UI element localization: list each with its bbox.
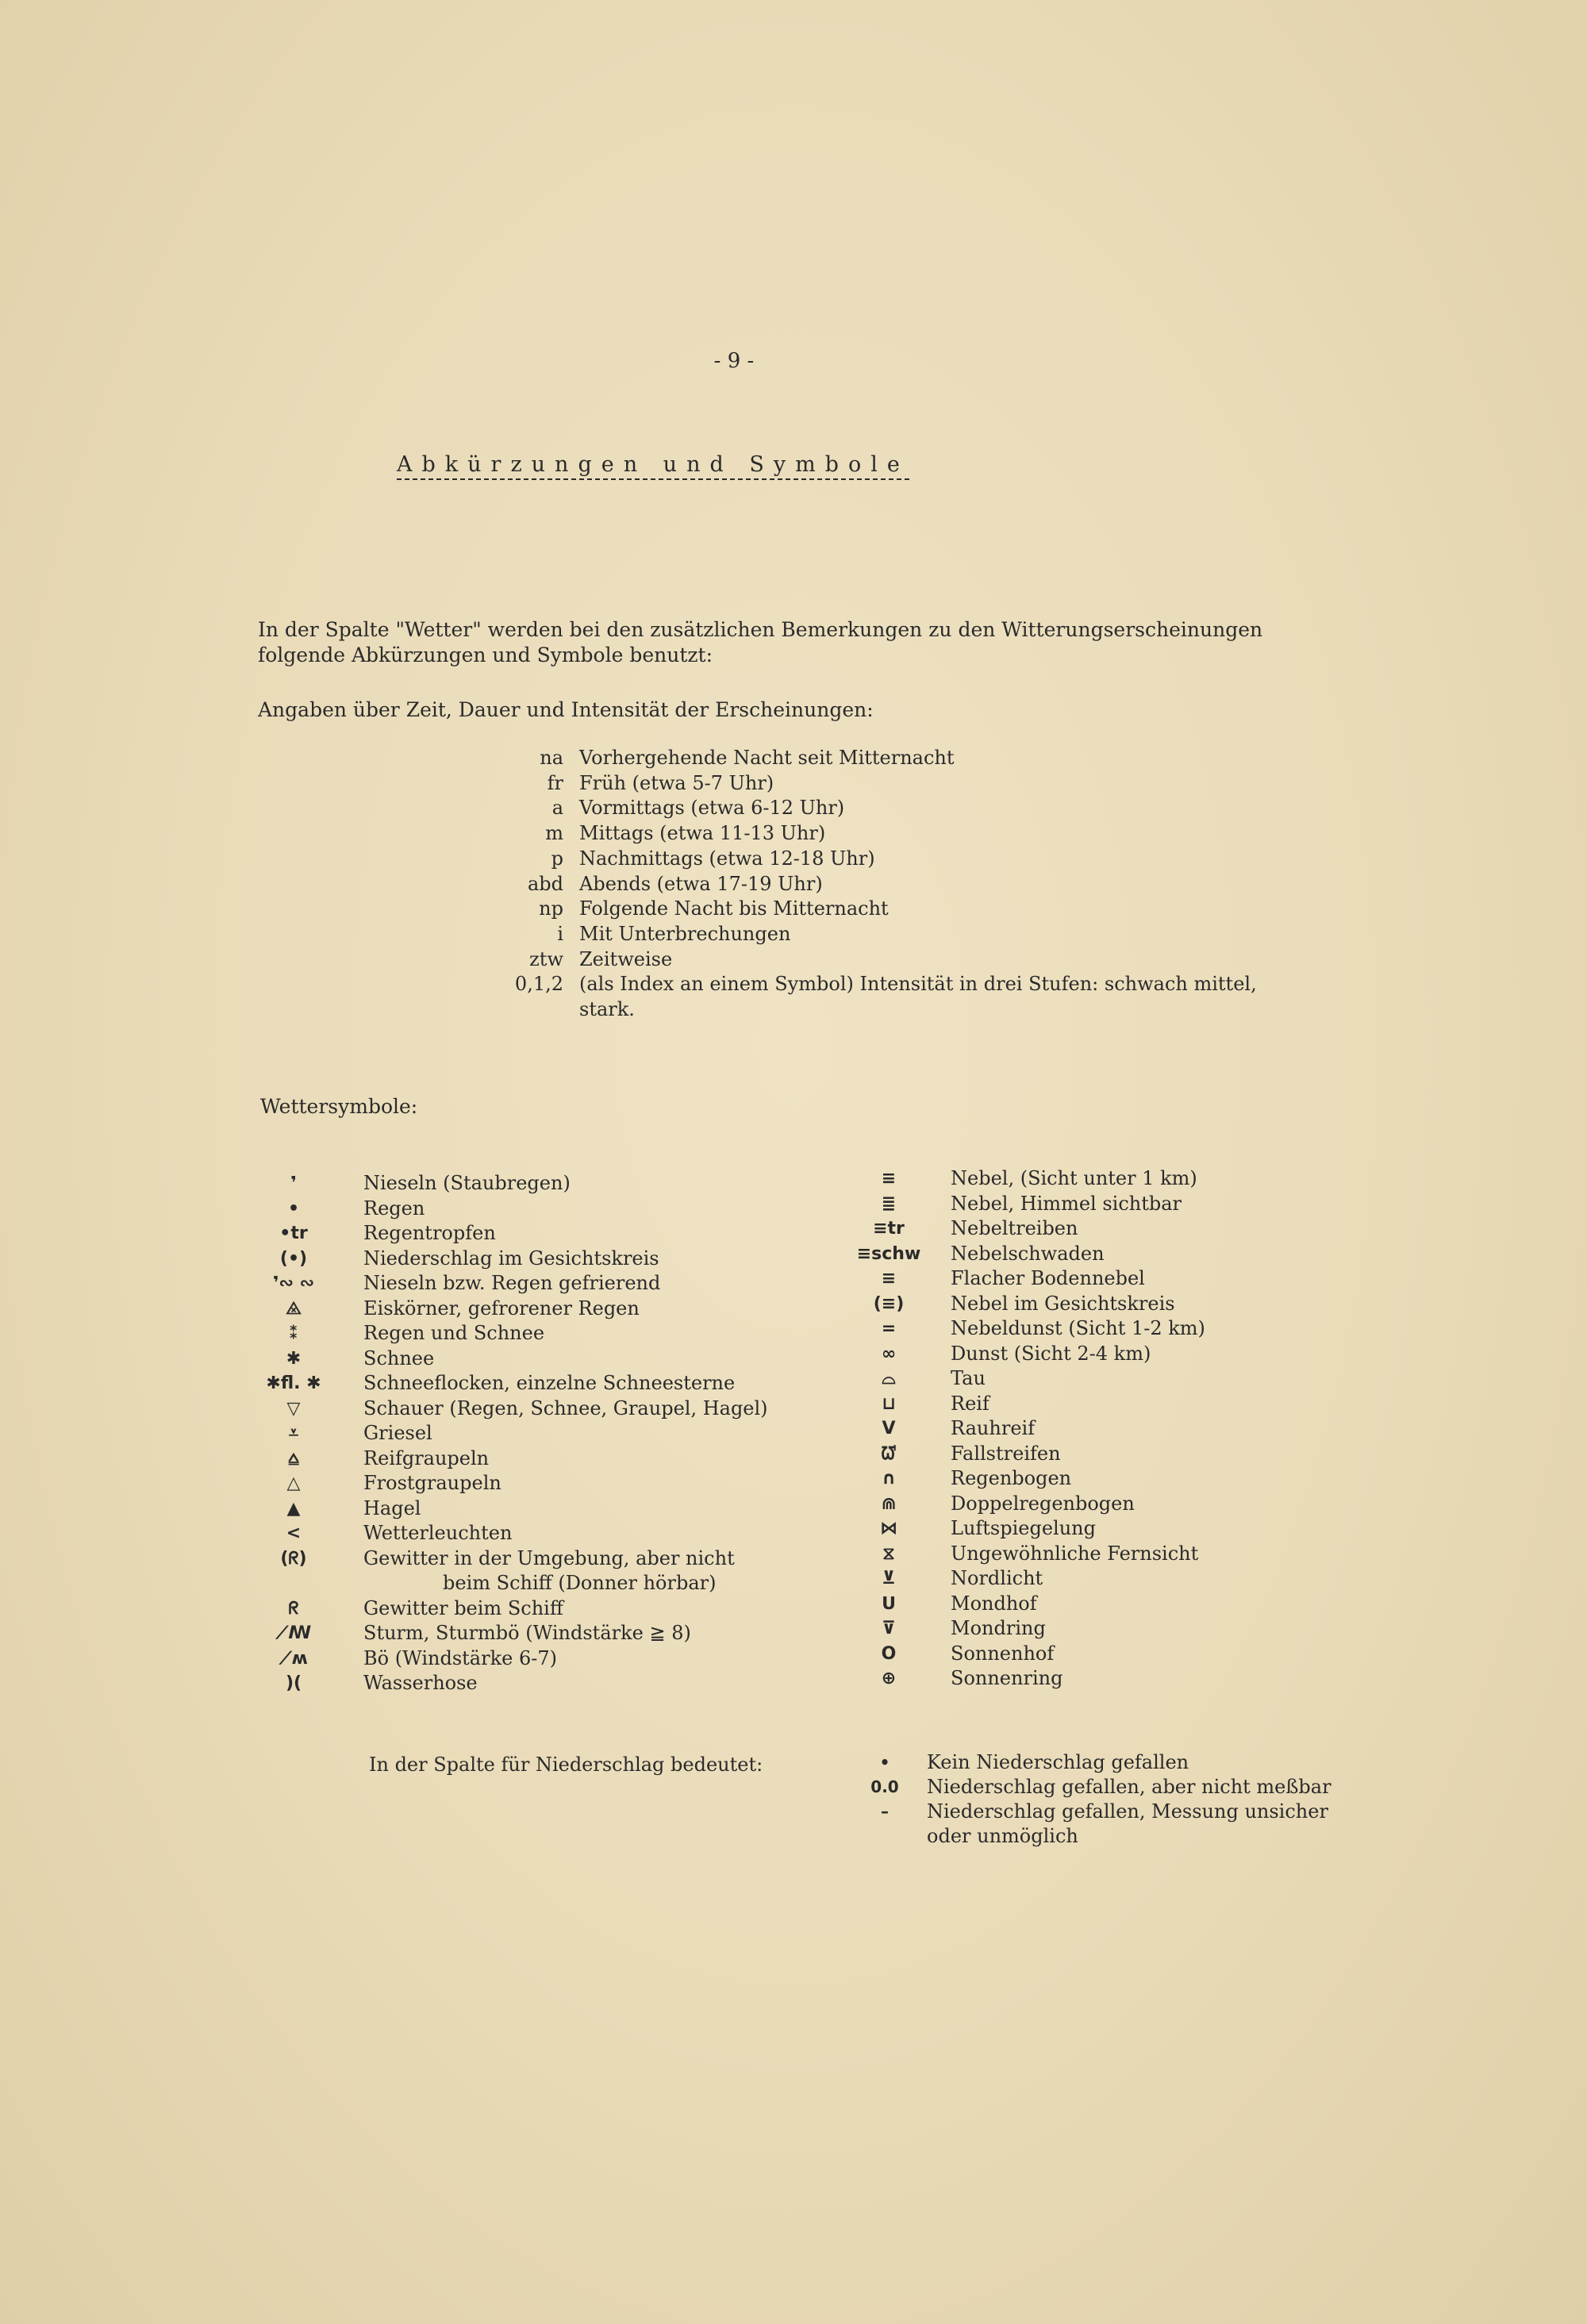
abbreviation-code: np: [539, 897, 563, 920]
symbol-desc: Luftspiegelung: [951, 1517, 1096, 1539]
abbreviation-code: ztw: [529, 947, 563, 970]
symbol-desc: Bö (Windstärke 6-7): [363, 1646, 557, 1669]
weather-symbol-icon: ✱fl. ✱: [266, 1373, 321, 1393]
symbol-desc: Regen und Schnee: [363, 1322, 545, 1344]
abbreviation-desc: Abends (etwa 17-19 Uhr): [579, 872, 823, 895]
symbol-desc: Dunst (Sicht 2-4 km): [951, 1342, 1151, 1365]
symbol-row-continuation: [238, 1571, 768, 1596]
weather-symbol-icon: ⧖: [882, 1543, 895, 1564]
symbol-row: [841, 1666, 1205, 1692]
symbol-desc: Nordlicht: [951, 1567, 1043, 1589]
symbol-desc: Mondhof: [951, 1592, 1037, 1615]
symbol-row: [841, 1192, 1205, 1217]
symbol-row: [841, 1492, 1205, 1517]
weather-symbol-icon: ⩡: [288, 1423, 299, 1443]
symbol-row: [238, 1396, 768, 1422]
abbreviation-desc: Mittags (etwa 11-13 Uhr): [579, 822, 826, 845]
symbol-desc: Schauer (Regen, Schnee, Graupel, Hagel): [363, 1396, 768, 1419]
symbol-row: [841, 1642, 1205, 1667]
symbol-row: [841, 1392, 1205, 1417]
weather-symbol-icon: <: [286, 1523, 302, 1543]
abbreviation-desc: Nachmittags (etwa 12-18 Uhr): [579, 847, 875, 870]
weather-symbol-icon: ᖇ: [288, 1598, 299, 1619]
abbreviation-row: [444, 847, 1262, 872]
symbol-desc: Nebel, (Sicht unter 1 km): [951, 1167, 1197, 1189]
symbol-row: [841, 1216, 1205, 1242]
abbreviation-code: a: [551, 797, 563, 820]
abbreviation-list: [444, 746, 1262, 1023]
precip-desc: Niederschlag gefallen, aber nicht meßbar: [927, 1776, 1331, 1798]
weather-symbol-icon: ≡schw: [856, 1243, 921, 1264]
symbol-desc: Schnee: [363, 1346, 435, 1369]
abbreviation-code: m: [545, 822, 563, 845]
symbol-row: [841, 1466, 1205, 1492]
symbol-desc: Gewitter in der Umgebung, aber nicht: [363, 1546, 735, 1569]
abbreviation-row: [444, 947, 1262, 973]
weather-symbol-icon: ≣: [881, 1193, 897, 1214]
symbol-row: [841, 1592, 1205, 1617]
weather-symbol-icon: ✱: [286, 1348, 302, 1369]
symbol-desc: Griesel: [363, 1422, 432, 1444]
abbreviation-row: [444, 746, 1262, 771]
weather-symbol-icon: ∩: [882, 1469, 896, 1489]
symbol-desc: Hagel: [363, 1496, 421, 1519]
abbreviation-code: abd: [527, 872, 563, 895]
weather-symbol-icon: ≡: [881, 1169, 897, 1189]
symbol-desc: Nebel im Gesichtskreis: [951, 1292, 1175, 1315]
symbol-row: [238, 1471, 768, 1496]
abbreviation-row: [444, 796, 1262, 821]
symbol-desc: Tau: [951, 1367, 986, 1389]
abbreviation-row: [444, 821, 1262, 847]
symbol-desc: Reif: [951, 1392, 989, 1415]
symbol-row: [841, 1516, 1205, 1542]
abbreviation-row: [444, 771, 1262, 797]
symbol-desc: Nieseln (Staubregen): [363, 1172, 571, 1194]
symbol-desc: Doppelregenbogen: [951, 1492, 1135, 1515]
symbol-desc: Regenbogen: [951, 1467, 1072, 1489]
abbreviation-row: [444, 972, 1262, 1022]
symbol-row: [238, 1296, 768, 1322]
weather-symbol-icon: ⟋ꟿ: [275, 1623, 312, 1643]
symbol-desc: Sonnenhof: [951, 1642, 1055, 1665]
weather-symbol-icon: ▲: [286, 1498, 301, 1519]
weather-symbol-icon: △: [286, 1473, 301, 1493]
symbol-row: [238, 1247, 768, 1272]
precip-desc: Niederschlag gefallen, Messung unsicher oder unmöglich: [927, 1800, 1328, 1847]
precip-label: In der Spalte für Niederschlag bedeutet:: [369, 1754, 763, 1776]
symbol-desc: Nebeldunst (Sicht 1-2 km): [951, 1317, 1205, 1339]
abbreviation-desc: Früh (etwa 5-7 Uhr): [579, 771, 774, 794]
abbreviation-code: p: [551, 847, 563, 870]
symbol-row: [238, 1271, 768, 1296]
symbol-desc: Schneeflocken, einzelne Schneesterne: [363, 1372, 736, 1394]
weather-symbol-icon: ⁑: [289, 1323, 298, 1343]
weather-symbol-icon: ⊔: [882, 1393, 896, 1414]
abbreviation-row: [444, 872, 1262, 897]
symbol-row: [841, 1342, 1205, 1367]
symbol-row: [841, 1242, 1205, 1267]
precip-row: [857, 1775, 1339, 1800]
weather-symbol-icon: )(: [285, 1673, 302, 1693]
symbol-list-right: [841, 1166, 1205, 1692]
weather-symbol-icon: ⟋ʍ: [279, 1648, 308, 1669]
symbol-desc: Flacher Bodennebel: [951, 1267, 1145, 1289]
precip-list: [857, 1750, 1339, 1849]
symbol-desc: Ungewöhnliche Fernsicht: [951, 1542, 1199, 1565]
weather-symbol-icon: ▽: [286, 1398, 301, 1419]
symbol-desc: Mondring: [951, 1617, 1046, 1639]
symbol-list-left: [238, 1171, 768, 1696]
weather-symbol-icon: ❜∾ ∾: [272, 1273, 315, 1293]
weather-symbol-icon: (ᖇ): [280, 1548, 307, 1569]
symbol-desc: Regen: [363, 1197, 425, 1220]
abbreviation-code: na: [540, 747, 563, 769]
precip-desc: Kein Niederschlag gefallen: [927, 1751, 1189, 1773]
symbol-desc: Niederschlag im Gesichtskreis: [363, 1247, 659, 1270]
weather-symbol-icon: ⊻: [882, 1569, 896, 1588]
symbol-desc: Nebelschwaden: [951, 1242, 1105, 1265]
symbol-desc: Fallstreifen: [951, 1442, 1061, 1465]
weather-symbol-icon: O: [881, 1643, 897, 1664]
weather-symbol-icon: ᘺ: [881, 1443, 897, 1464]
symbol-desc: Frostgraupeln: [363, 1472, 501, 1494]
page-title: Abkürzungen und Symbole: [397, 452, 909, 480]
precip-row: [857, 1800, 1339, 1849]
page-number: - 9 -: [713, 349, 755, 373]
symbol-desc: Reifgraupeln: [363, 1446, 490, 1469]
symbol-desc: Wetterleuchten: [363, 1522, 513, 1544]
symbol-desc: Sonnenring: [951, 1667, 1063, 1689]
symbol-row: [841, 1616, 1205, 1642]
symbol-row: [238, 1421, 768, 1446]
symbol-row: [238, 1496, 768, 1522]
symbol-row: [238, 1596, 768, 1622]
symbol-row: [841, 1316, 1205, 1342]
symbol-row: [238, 1621, 768, 1646]
weather-symbol-icon: ≡: [881, 1269, 897, 1289]
symbol-row: [238, 1371, 768, 1396]
symbol-row: [238, 1546, 768, 1572]
abbreviation-desc: Mit Unterbrechungen: [579, 922, 791, 945]
symbol-desc: Gewitter beim Schiff: [363, 1596, 563, 1619]
symbol-desc-continuation: beim Schiff (Donner hörbar): [443, 1572, 717, 1594]
weather-symbol-icon: ⩠: [288, 1448, 299, 1469]
abbreviation-code: i: [557, 922, 563, 945]
abbreviation-code: 0,1,2: [514, 973, 563, 996]
intro-paragraph: In der Spalte "Wetter" werden bei den zusätzlichen Bemerkungen zu den Witterungserscheinungen folgende Abkürzungen und Symbole benutzt:: [258, 618, 1263, 666]
precip-code: –: [881, 1802, 889, 1821]
symbol-row: [841, 1542, 1205, 1567]
abbreviation-desc: Zeitweise: [579, 947, 673, 970]
symbol-desc: Regentropfen: [363, 1222, 496, 1244]
abbreviation-code: fr: [547, 771, 563, 794]
weather-symbol-icon: ⊕: [881, 1669, 897, 1688]
weather-symbols-label: Wettersymbole:: [260, 1095, 418, 1118]
symbol-desc: Sturm, Sturmbö (Windstärke ≧ 8): [363, 1622, 691, 1644]
weather-symbol-icon: ⌓: [882, 1369, 896, 1389]
symbol-row: [841, 1366, 1205, 1392]
symbol-row: [238, 1321, 768, 1346]
symbol-row: [841, 1566, 1205, 1592]
symbol-row: [238, 1521, 768, 1546]
time-heading: Angaben über Zeit, Dauer und Intensität der Erscheinungen:: [258, 698, 874, 721]
weather-symbol-icon: ∞: [881, 1343, 897, 1364]
weather-symbol-icon: ⋒: [881, 1493, 897, 1514]
weather-symbol-icon: ≡tr: [873, 1219, 905, 1239]
symbol-row: [841, 1292, 1205, 1317]
symbol-desc: Wasserhose: [363, 1672, 478, 1694]
symbol-row: [238, 1646, 768, 1672]
precip-row: [857, 1750, 1339, 1775]
precip-code: 0.0: [870, 1777, 899, 1796]
symbol-row: [238, 1197, 768, 1222]
weather-symbol-icon: V: [882, 1419, 896, 1439]
symbol-desc: Rauhreif: [951, 1417, 1036, 1439]
abbreviation-desc: Folgende Nacht bis Mitternacht: [579, 897, 889, 920]
symbol-row: [238, 1221, 768, 1247]
symbol-row: [841, 1416, 1205, 1442]
symbol-row: [841, 1266, 1205, 1292]
abbreviation-row: [444, 922, 1262, 947]
weather-symbol-icon: ꓴ: [882, 1593, 896, 1614]
abbreviation-desc: Vormittags (etwa 6-12 Uhr): [579, 797, 845, 820]
symbol-row: [238, 1171, 768, 1197]
symbol-row: [841, 1166, 1205, 1192]
abbreviation-desc: (als Index an einem Symbol) Intensität in drei Stufen: schwach mittel, stark.: [579, 973, 1257, 1021]
symbol-desc: Nebel, Himmel sichtbar: [951, 1192, 1182, 1215]
weather-symbol-icon: ❜: [290, 1174, 297, 1193]
symbol-desc: Eiskörner, gefrorener Regen: [363, 1296, 640, 1319]
symbol-row: [238, 1446, 768, 1472]
symbol-row: [238, 1346, 768, 1372]
symbol-desc: Nebeltreiben: [951, 1217, 1078, 1239]
abbreviation-row: [444, 897, 1262, 922]
precip-code: •: [879, 1753, 890, 1772]
weather-symbol-icon: =: [881, 1319, 897, 1339]
symbol-row: [841, 1442, 1205, 1467]
weather-symbol-icon: ⊽: [882, 1619, 896, 1638]
symbol-row: [238, 1671, 768, 1696]
weather-symbol-icon: •tr: [279, 1223, 308, 1243]
weather-symbol-icon: (•): [279, 1248, 308, 1269]
symbol-desc: Nieseln bzw. Regen gefrierend: [363, 1272, 661, 1294]
weather-symbol-icon: ⨻: [286, 1298, 302, 1319]
weather-symbol-icon: ⋈: [880, 1519, 897, 1538]
abbreviation-desc: Vorhergehende Nacht seit Mitternacht: [579, 747, 955, 769]
weather-symbol-icon: •: [287, 1198, 300, 1219]
weather-symbol-icon: (≡): [873, 1293, 905, 1314]
